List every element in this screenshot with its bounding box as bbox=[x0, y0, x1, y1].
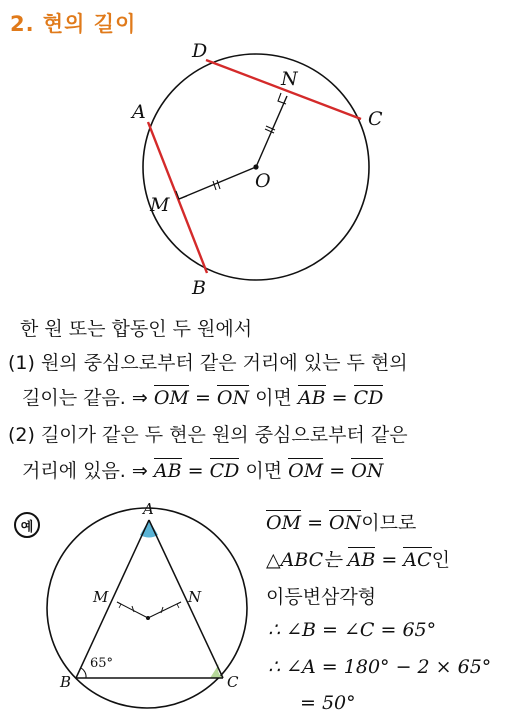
label-o: O bbox=[255, 170, 271, 192]
label-n: N bbox=[188, 588, 202, 606]
example-mark: 예 bbox=[14, 512, 40, 538]
equals-sign: = bbox=[329, 460, 346, 482]
label-n: N bbox=[281, 68, 298, 90]
example-line-5: ∴ ∠A = 180° − 2 × 65° bbox=[268, 656, 492, 678]
example-line-2 bbox=[266, 545, 450, 572]
label-c: C bbox=[227, 673, 239, 691]
condition-word: 이면 bbox=[245, 460, 283, 482]
example-line-4: ∴ ∠B = ∠C = 65° bbox=[268, 619, 437, 641]
segment-om bbox=[117, 602, 148, 618]
segment-ab-text: AB bbox=[347, 549, 376, 571]
reason-word: 이므로 bbox=[361, 512, 417, 534]
segment-on-text: ON bbox=[329, 512, 362, 534]
section-title: 2. 현의 길이 bbox=[10, 12, 137, 36]
segment-ab-text: AB bbox=[297, 387, 326, 409]
angle-b-arc bbox=[81, 668, 86, 678]
segment-ab-text: AB bbox=[153, 460, 182, 482]
segment-on-text: ON bbox=[351, 460, 384, 482]
equals-sign: = bbox=[381, 549, 398, 571]
implies-symbol: ⇒ bbox=[131, 387, 148, 409]
equals-sign: = bbox=[307, 512, 323, 534]
right-angle-m bbox=[117, 602, 121, 608]
property-1-conclusion: 길이는 같음. bbox=[22, 387, 126, 409]
label-m: M bbox=[93, 588, 109, 606]
equals-sign: = bbox=[194, 387, 211, 409]
condition-word: 이면 bbox=[255, 387, 292, 409]
label-a: A bbox=[143, 500, 154, 518]
equals-sign: = bbox=[331, 387, 348, 409]
intro-text: 한 원 또는 합동인 두 원에서 bbox=[20, 318, 253, 340]
label-b: B bbox=[60, 673, 72, 691]
triangle-text: △ABC는 bbox=[266, 549, 342, 571]
property-1-line-1: (1) 원의 중심으로부터 같은 거리에 있는 두 현의 bbox=[8, 352, 408, 374]
segment-cd-text: CD bbox=[353, 387, 384, 409]
segment-ac-text: AC bbox=[403, 549, 432, 571]
property-2-line-1: (2) 길이가 같은 두 현은 원의 중심으로부터 같은 bbox=[8, 424, 408, 446]
label-b: B bbox=[192, 277, 206, 299]
right-angle-n bbox=[177, 602, 181, 608]
center-dot bbox=[146, 616, 150, 620]
side-ac bbox=[149, 520, 223, 678]
suffix-word: 인 bbox=[431, 549, 450, 571]
property-2-conclusion: 거리에 있음. bbox=[22, 460, 126, 482]
segment-om-text: OM bbox=[288, 460, 324, 482]
example-line-3: 이등변삼각형 bbox=[266, 586, 377, 608]
angle-b-label: 65° bbox=[90, 656, 114, 671]
label-m: M bbox=[150, 194, 170, 216]
tick-on bbox=[161, 607, 163, 613]
label-a: A bbox=[132, 101, 146, 123]
example-line-6: = 50° bbox=[300, 692, 356, 714]
segment-cd-text: CD bbox=[209, 460, 240, 482]
example-line-1 bbox=[266, 508, 416, 535]
label-d: D bbox=[192, 40, 208, 62]
segment-on bbox=[148, 602, 181, 618]
segment-on-text: ON bbox=[216, 387, 250, 409]
tick-om bbox=[132, 606, 134, 612]
side-ab bbox=[76, 520, 149, 678]
label-c: C bbox=[368, 108, 383, 130]
segment-om-text: OM bbox=[153, 387, 189, 409]
implies-symbol: ⇒ bbox=[131, 460, 148, 482]
equals-sign: = bbox=[187, 460, 204, 482]
segment-om-text: OM bbox=[266, 512, 302, 534]
